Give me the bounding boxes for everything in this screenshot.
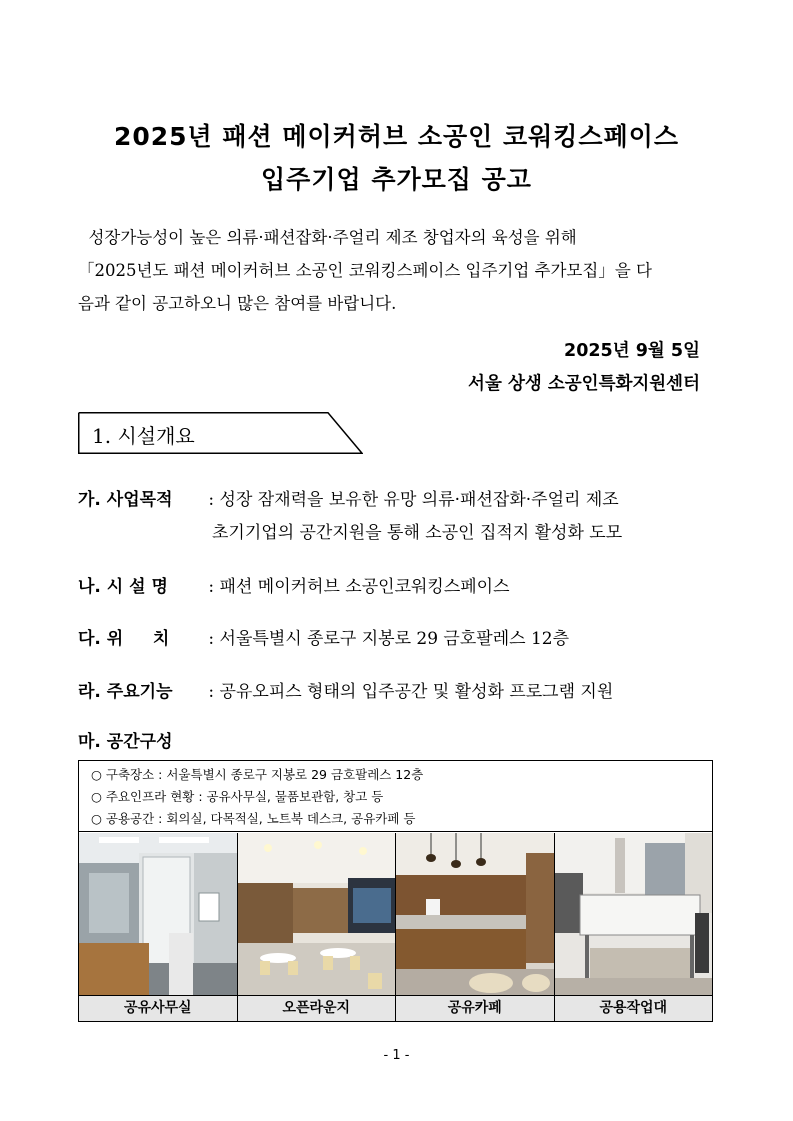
item-facility-name <box>78 572 510 597</box>
caption-open-lounge: 오픈라운지 <box>238 996 397 1021</box>
shared-workbench-photo <box>555 833 713 995</box>
photo-row <box>79 833 712 995</box>
section-heading-label: 1. 시설개요 <box>92 424 195 448</box>
item-key: 마. 공간구성 <box>78 732 173 752</box>
announcement-date: 2025년 9월 5일 <box>564 341 700 361</box>
item-colon: : <box>203 490 220 510</box>
item-colon: : <box>203 629 220 649</box>
item-key: 다. 위 치 <box>78 629 170 649</box>
intro-paragraph <box>78 221 718 320</box>
item-main-function <box>78 677 613 702</box>
section-heading <box>78 412 363 454</box>
bullet-item: ○ 구축장소 : 서울특별시 종로구 지봉로 29 금호팔레스 12층 <box>91 767 424 782</box>
space-bullets <box>79 761 712 832</box>
intro-line: 성장가능성이 높은 의류·패션잡화·주얼리 제조 창업자의 육성을 위해 <box>78 228 577 247</box>
caption-shared-workbench: 공용작업대 <box>599 1000 668 1016</box>
item-colon: : <box>203 682 220 702</box>
item-value-continued: 초기기업의 공간지원을 통해 소공인 집적지 활성화 도모 <box>212 523 623 543</box>
page-number: - 1 - <box>383 1048 410 1063</box>
bullet-item: ○ 공용공간 : 회의실, 다목적실, 노트북 데스크, 공유카페 등 <box>91 811 416 826</box>
bullet-item: ○ 주요인프라 현황 : 공유사무실, 물품보관함, 창고 등 <box>91 789 384 804</box>
caption-shared-office: 공유사무실 <box>79 996 238 1021</box>
item-purpose <box>78 485 619 510</box>
open-lounge-photo <box>238 833 397 995</box>
item-key: 가. 사업목적 <box>78 490 173 510</box>
caption-shared-cafe: 공유카페 <box>396 996 555 1021</box>
intro-line: 음과 같이 공고하오니 많은 참여를 바랍니다. <box>78 294 397 313</box>
shared-office-photo <box>79 833 238 995</box>
organization-name: 서울 상생 소공인특화지원센터 <box>468 374 700 394</box>
document-title-line1: 2025년 패션 메이커허브 소공인 코워킹스페이스 <box>113 122 680 151</box>
item-space-composition <box>78 727 203 752</box>
item-value: 성장 잠재력을 보유한 유망 의류·패션잡화·주얼리 제조 <box>219 490 619 510</box>
item-key: 나. 시 설 명 <box>78 577 168 597</box>
shared-cafe-photo <box>396 833 555 995</box>
caption-row <box>79 995 712 1021</box>
item-value: 패션 메이커허브 소공인코워킹스페이스 <box>219 577 510 597</box>
document-title-line2: 입주기업 추가모집 공고 <box>261 165 532 194</box>
item-key: 라. 주요기능 <box>78 682 173 702</box>
item-value: 서울특별시 종로구 지봉로 29 금호팔레스 12층 <box>219 629 570 649</box>
item-value: 공유오피스 형태의 입주공간 및 활성화 프로그램 지원 <box>219 682 614 702</box>
item-colon: : <box>203 577 220 597</box>
item-location <box>78 624 569 649</box>
space-composition-table <box>78 760 713 1022</box>
intro-line: 「2025년도 패션 메이커허브 소공인 코워킹스페이스 입주기업 추가모집」을 다 <box>78 261 652 280</box>
